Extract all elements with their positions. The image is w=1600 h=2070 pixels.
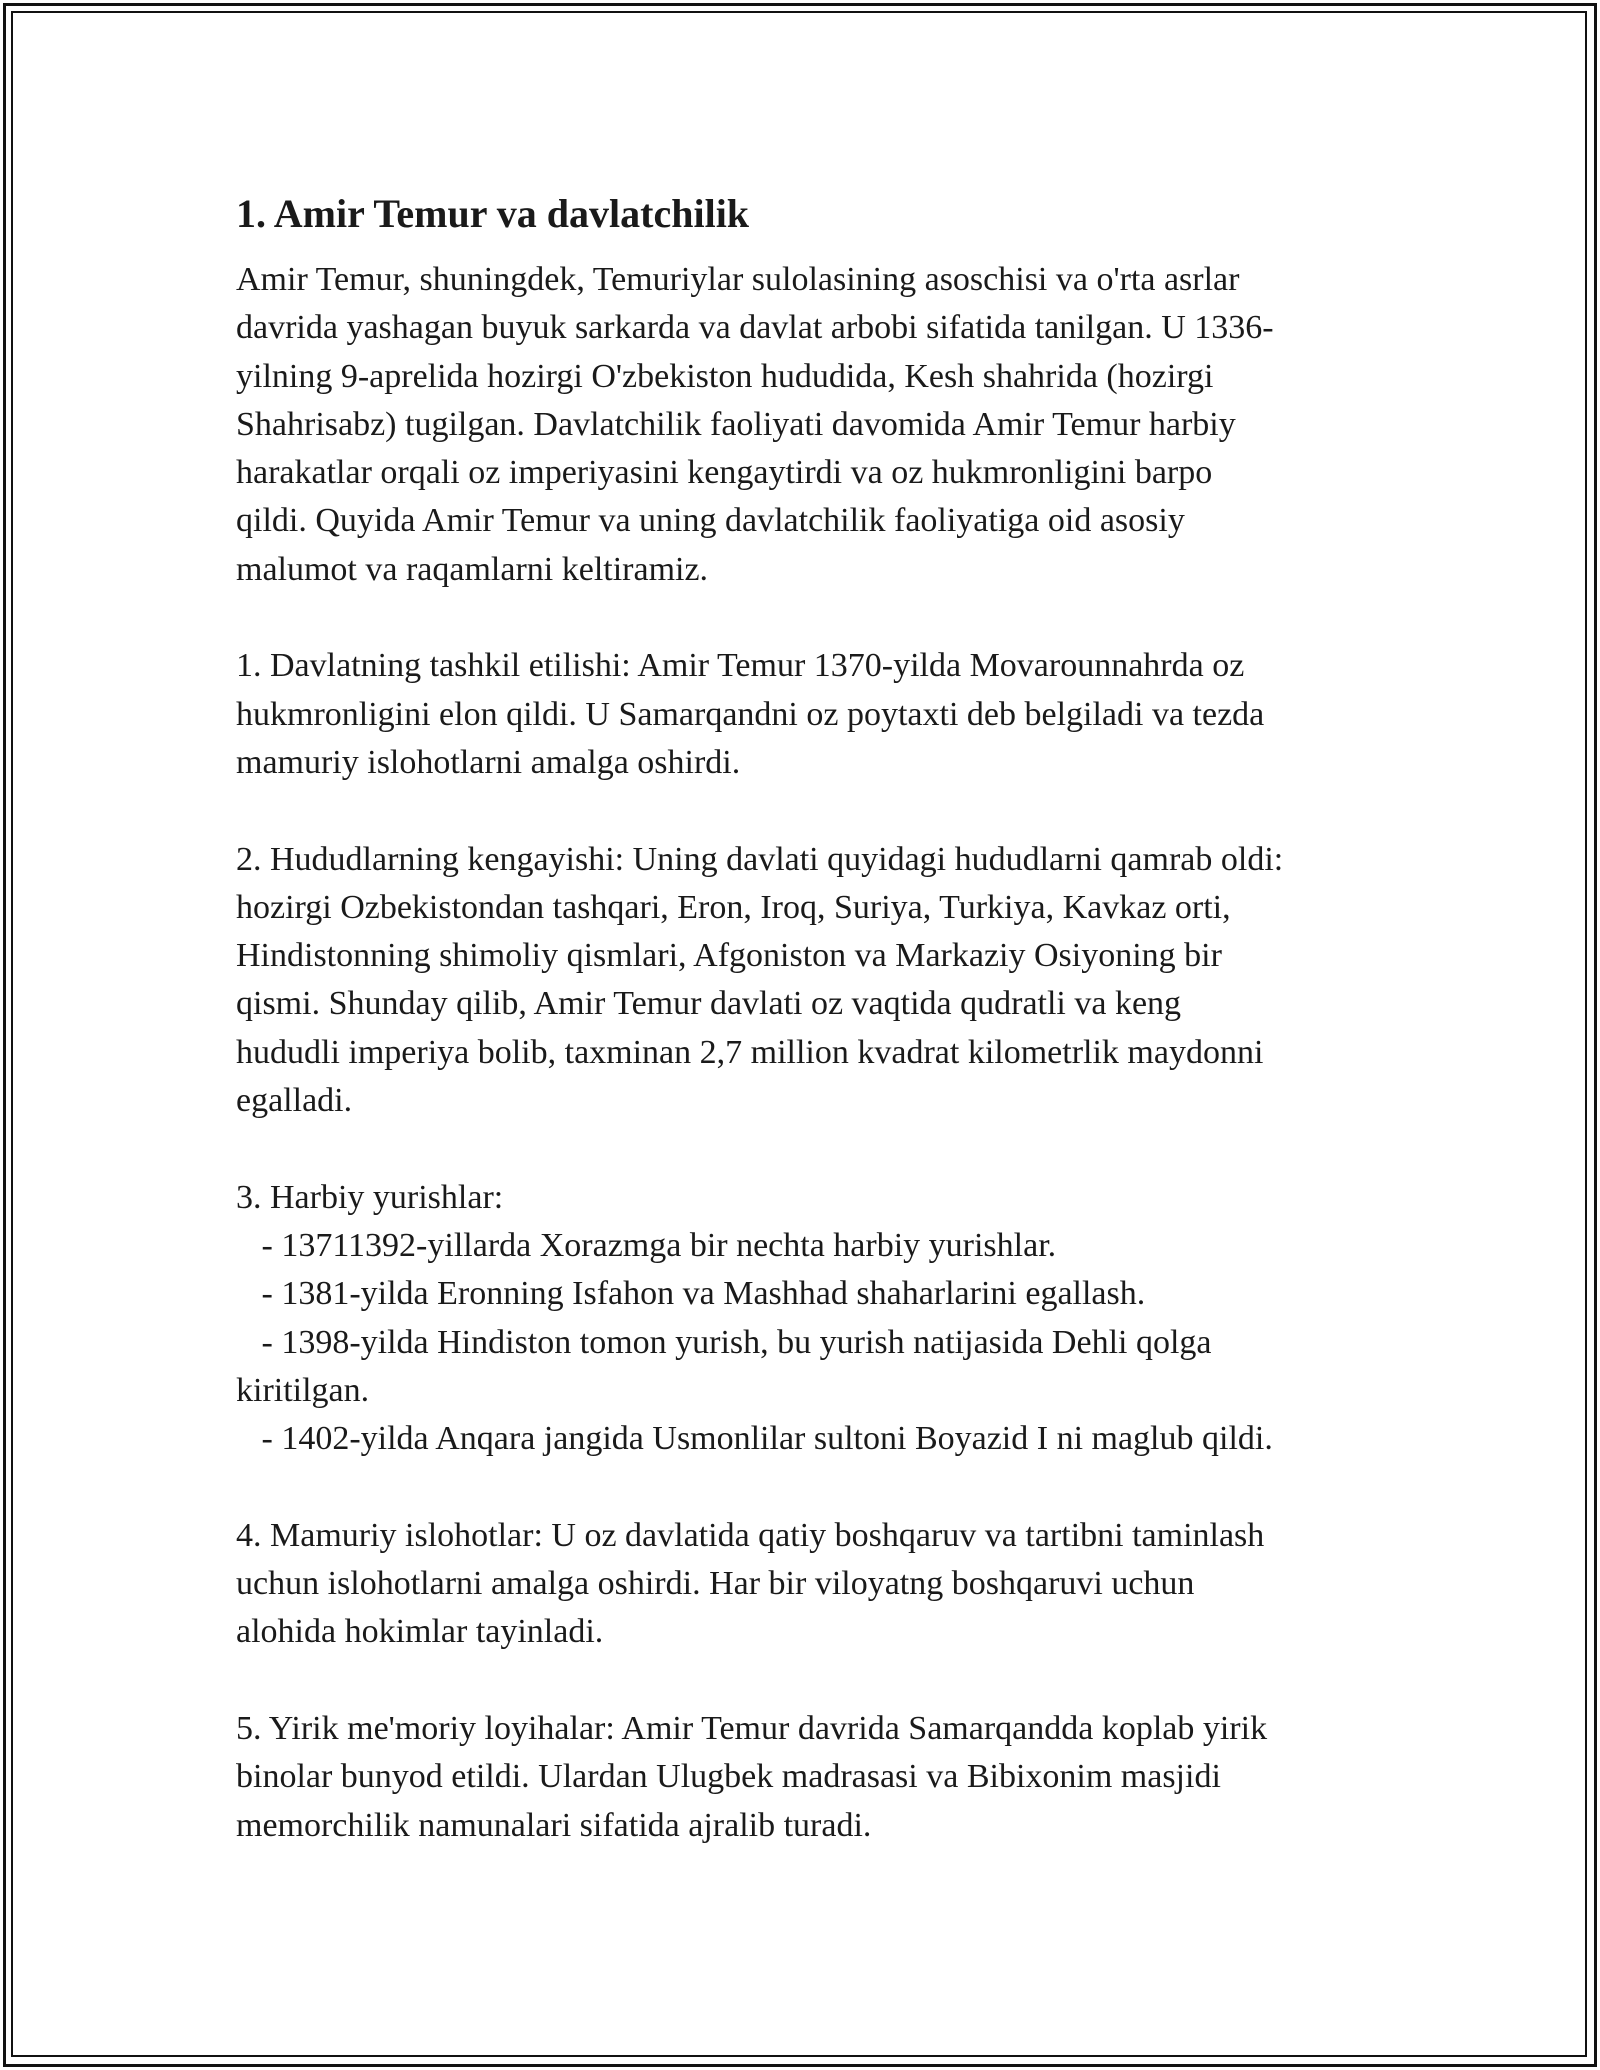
text-line: qildi. Quyida Amir Temur va uning davlatchilik faoliyatiga oid asosiy [236, 502, 1185, 540]
text-line: binolar bunyod etildi. Ulardan Ulugbek madrasasi va Bibixonim masjidi [236, 1758, 1221, 1796]
text-line: 2. Hududlarning kengayishi: Uning davlati quyidagi hududlarni qamrab oldi: [236, 840, 1284, 878]
text-line: hukmronligini elon qildi. U Samarqandni oz poytaxti deb belgiladi va tezda [236, 695, 1265, 733]
section-military-campaigns [236, 1174, 1376, 1464]
text-line: yilning 9-aprelida hozirgi O'zbekiston hududida, Kesh shahrida (hozirgi [236, 357, 1214, 395]
text-line: malumot va raqamlarni keltiramiz. [236, 550, 709, 588]
text-line: 5. Yirik me'moriy loyihalar: Amir Temur davrida Samarqandda koplab yirik [236, 1709, 1268, 1747]
text-line: davrida yashagan buyuk sarkarda va davlat arbobi sifatida tanilgan. U 1336- [236, 309, 1274, 347]
intro-paragraph [236, 256, 1376, 594]
text-line: uchun islohotlarni amalga oshirdi. Har bir viloyatng boshqaruvi uchun [236, 1565, 1195, 1603]
text-line: hozirgi Ozbekistondan tashqari, Eron, Iroq, Suriya, Turkiya, Kavkaz orti, [236, 888, 1231, 926]
text-line: 1. Davlatning tashkil etilishi: Amir Temur 1370-yilda Movarounnahrda oz [236, 647, 1245, 685]
text-line: qismi. Shunday qilib, Amir Temur davlati oz vaqtida qudratli va keng [236, 985, 1182, 1023]
document-title: 1. Amir Temur va davlatchilik [236, 191, 750, 236]
list-item: - 1402-yilda Anqara jangida Usmonlilar sultoni Boyazid I ni maglub qildi. [236, 1420, 1273, 1458]
text-line: egalladi. [236, 1082, 353, 1120]
list-item: - 1398-yilda Hindiston tomon yurish, bu yurish natijasida Dehli qolga [236, 1323, 1212, 1361]
text-line: hududli imperiya bolib, taxminan 2,7 million kvadrat kilometrlik maydonni [236, 1033, 1264, 1071]
document-page [236, 182, 1376, 1850]
text-line: Shahrisabz) tugilgan. Davlatchilik faoliyati davomida Amir Temur harbiy [236, 405, 1236, 443]
section-administrative-reforms [236, 1512, 1376, 1657]
text-line: mamuriy islohotlarni amalga oshirdi. [236, 743, 741, 781]
text-line: 3. Harbiy yurishlar: [236, 1178, 504, 1216]
section-architecture-projects [236, 1705, 1376, 1850]
list-item: - 1381-yilda Eronning Isfahon va Mashhad shaharlarini egallash. [236, 1275, 1146, 1313]
text-line: Hindistonning shimoliy qismlari, Afgoniston va Markaziy Osiyoning bir [236, 937, 1222, 975]
list-item: - 13711392-yillarda Xorazmga bir nechta harbiy yurishlar. [236, 1226, 1057, 1264]
text-line: kiritilgan. [236, 1371, 370, 1409]
text-line: 4. Mamuriy islohotlar: U oz davlatida qatiy boshqaruv va tartibni taminlash [236, 1516, 1265, 1554]
text-line: memorchilik namunalari sifatida ajralib turadi. [236, 1806, 872, 1844]
section-state-founding [236, 642, 1376, 787]
text-line: harakatlar orqali oz imperiyasini kengaytirdi va oz hukmronligini barpo [236, 454, 1213, 492]
section-territory-expansion [236, 836, 1376, 1126]
text-line: Amir Temur, shuningdek, Temuriylar sulolasining asoschisi va o'rta asrlar [236, 261, 1240, 298]
text-line: alohida hokimlar tayinladi. [236, 1613, 604, 1651]
